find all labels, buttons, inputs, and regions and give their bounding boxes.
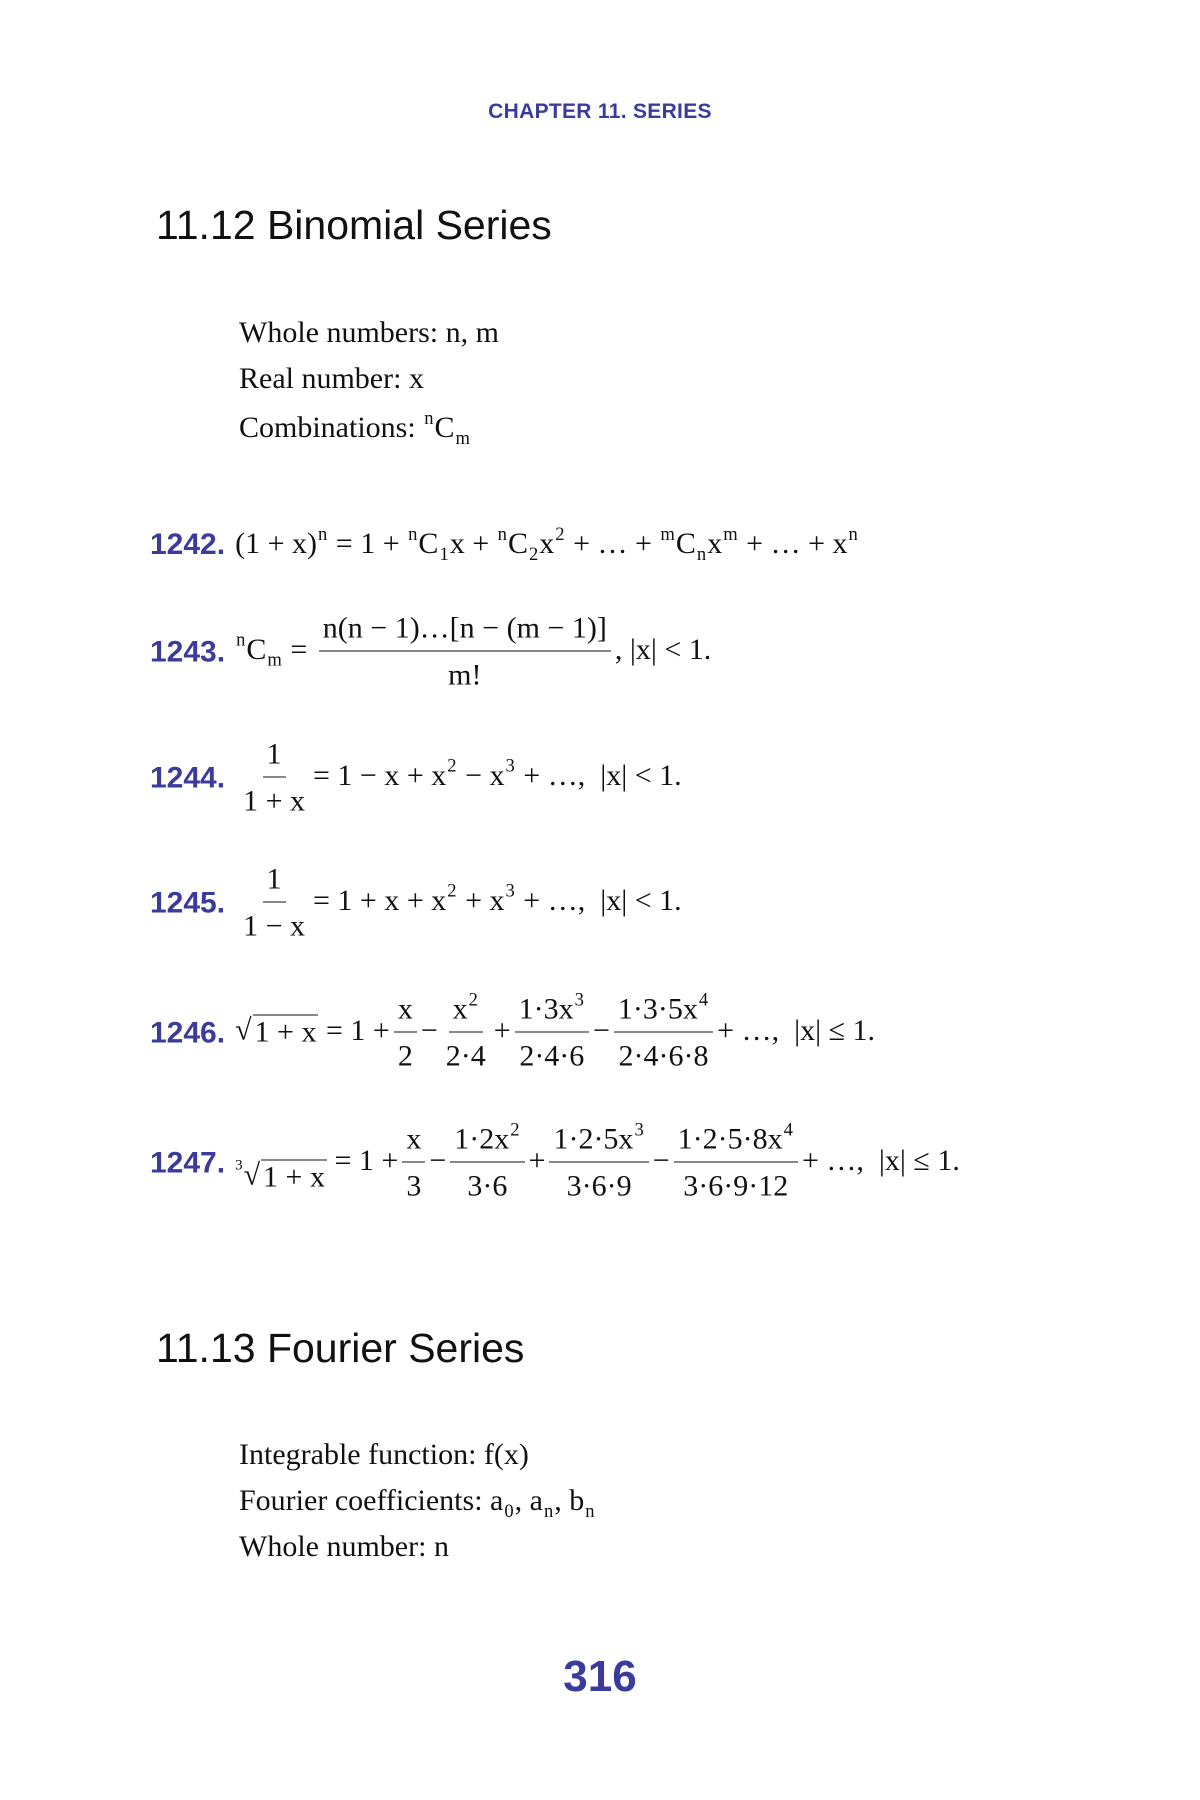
cube-root: [235, 1159, 327, 1193]
definition-line: [239, 318, 499, 364]
root-index: 3: [235, 1157, 243, 1174]
math-text: = 1 − x + x: [313, 758, 447, 792]
math-text: n(n − 1)…[n − (m − 1)]: [322, 611, 607, 645]
numerator: [402, 1121, 425, 1162]
formula-body: [235, 611, 711, 694]
math-text: C: [246, 632, 267, 666]
formula-body: [235, 737, 682, 820]
denominator: [402, 1162, 425, 1204]
math-text: +: [493, 1013, 511, 1047]
fraction: [239, 737, 309, 820]
radicand: 1 + x: [263, 1160, 325, 1194]
math-text: Real number: x: [239, 362, 424, 395]
denominator: [239, 903, 309, 945]
math-text: + …, |x| < 1.: [515, 883, 682, 917]
math-text: C: [434, 411, 455, 445]
definition-line: [239, 1440, 596, 1486]
subscript: 2: [528, 543, 539, 565]
subscript: m: [455, 427, 470, 449]
fraction: [319, 611, 611, 694]
formula-number: 1247.: [150, 1145, 226, 1179]
math-text: −: [420, 1013, 438, 1047]
definition-line: [239, 1486, 596, 1532]
numerator: [449, 991, 483, 1032]
math-text: , b: [554, 1484, 585, 1517]
fraction: [614, 991, 713, 1074]
definition-line: [239, 364, 499, 410]
math-text: 1·3x: [518, 992, 574, 1026]
fraction: [549, 1121, 648, 1204]
math-text: 3: [406, 1169, 422, 1203]
denominator: [563, 1163, 636, 1205]
binomial-definitions: [239, 318, 499, 456]
superscript: 3: [634, 1119, 644, 1141]
math-text: Combinations:: [239, 411, 424, 445]
formula-body: [235, 523, 859, 565]
superscript: 4: [698, 989, 709, 1011]
math-text: , a: [514, 1484, 543, 1517]
denominator: [444, 652, 485, 694]
definition-line: [239, 1532, 596, 1578]
math-text: 1·2·5x: [553, 1122, 634, 1156]
math-text: Whole numbers: n, m: [239, 316, 499, 349]
numerator: [263, 737, 286, 778]
fraction: [674, 1121, 798, 1204]
numerator: [549, 1121, 648, 1162]
radical-sign-icon: √: [235, 1013, 252, 1047]
subscript: n: [696, 543, 707, 565]
page-number: 316: [563, 1652, 637, 1701]
superscript: n: [236, 629, 246, 651]
math-text: − x: [457, 758, 505, 792]
radicand: 1 + x: [254, 1015, 317, 1049]
superscript: n: [424, 408, 434, 429]
formula-1247: [150, 1121, 960, 1204]
math-text: + …, |x| ≤ 1.: [801, 1143, 960, 1177]
superscript: n: [497, 523, 507, 545]
fraction: [402, 1121, 425, 1204]
subscript: 0: [504, 1500, 514, 1522]
superscript: n: [408, 523, 418, 545]
formula-number: 1243.: [150, 635, 226, 668]
math-text: x: [397, 992, 413, 1026]
math-text: 3·6·9: [566, 1169, 632, 1203]
superscript: 2: [447, 880, 457, 902]
radical-sign-icon: √: [243, 1158, 261, 1192]
formula-number: 1242.: [150, 527, 226, 561]
superscript: 4: [783, 1119, 793, 1141]
subscript: n: [543, 1500, 554, 1522]
math-text: + …, |x| ≤ 1.: [717, 1013, 876, 1047]
math-text: + … +: [565, 526, 660, 560]
math-text: = 1 +: [328, 526, 408, 560]
subscript: 1: [439, 543, 449, 565]
square-root: [235, 1014, 318, 1048]
chapter-header: CHAPTER 11. SERIES: [488, 100, 712, 123]
subscript: n: [585, 1500, 595, 1522]
math-text: C: [418, 526, 439, 560]
numerator: [263, 862, 286, 903]
fraction: [450, 1121, 524, 1204]
math-text: −: [429, 1143, 447, 1177]
formula-body: [235, 862, 682, 945]
denominator: [463, 1163, 511, 1205]
denominator: [442, 1033, 490, 1075]
section-title-binomial: 11.12 Binomial Series: [156, 202, 552, 248]
fraction: [442, 991, 490, 1074]
math-text: 1: [266, 862, 282, 896]
math-text: (1 + x): [235, 526, 317, 560]
math-text: x: [707, 526, 723, 560]
superscript: 2: [555, 523, 565, 545]
fraction: [239, 862, 309, 945]
math-text: 3·6·9·12: [683, 1169, 789, 1203]
formula-body: [235, 991, 875, 1074]
math-text: Fourier coefficients: a: [239, 1484, 504, 1517]
math-text: = 1 +: [326, 1143, 399, 1177]
denominator: [515, 1033, 588, 1075]
math-text: 1 − x: [243, 909, 305, 943]
subscript: m: [267, 649, 282, 671]
numerator: [614, 991, 713, 1032]
math-text: = 1 + x + x: [313, 883, 447, 917]
math-text: + …, |x| < 1.: [515, 758, 682, 792]
math-text: +: [528, 1143, 546, 1177]
superscript: 2: [510, 1119, 520, 1141]
math-text: −: [652, 1143, 670, 1177]
fourier-definitions: [239, 1440, 596, 1578]
math-text: + … + x: [738, 526, 848, 560]
math-text: m!: [448, 658, 482, 692]
superscript: 2: [468, 989, 478, 1011]
math-text: 1·2·5·8x: [677, 1122, 783, 1156]
formula-1242: [150, 523, 859, 565]
math-text: Whole number: n: [239, 1530, 449, 1563]
math-text: 1·3·5x: [617, 992, 698, 1026]
superscript: 3: [574, 989, 584, 1011]
fraction: [515, 991, 589, 1074]
denominator: [239, 778, 309, 820]
superscript: n: [317, 523, 328, 545]
math-text: 1: [266, 737, 282, 771]
formula-1246: [150, 991, 875, 1074]
formula-number: 1245.: [150, 886, 226, 919]
numerator: [674, 1121, 798, 1162]
numerator: [319, 611, 611, 652]
math-text: 3·6: [467, 1169, 508, 1203]
formula-1244: [150, 737, 682, 820]
math-text: Integrable function: f(x): [239, 1438, 529, 1471]
denominator: [394, 1032, 417, 1074]
formula-1243: [150, 611, 711, 694]
denominator: [615, 1033, 713, 1075]
section-title-fourier: 11.13 Fourier Series: [156, 1325, 525, 1371]
denominator: [679, 1163, 792, 1205]
math-text: 2·4: [445, 1039, 486, 1073]
fraction: [394, 991, 417, 1074]
superscript: n: [848, 523, 858, 545]
math-text: + x: [457, 883, 505, 917]
formula-number: 1246.: [150, 1015, 226, 1049]
superscript: m: [660, 523, 675, 545]
math-text: x: [452, 992, 468, 1026]
math-text: x: [539, 526, 555, 560]
math-text: 1·2x: [454, 1122, 510, 1156]
formula-1245: [150, 862, 682, 945]
formula-body: [235, 1121, 960, 1204]
superscript: 3: [505, 880, 515, 902]
numerator: [394, 991, 417, 1032]
math-text: C: [675, 526, 696, 560]
math-text: 2·4·6·8: [618, 1039, 709, 1073]
math-text: −: [592, 1013, 610, 1047]
math-text: x: [406, 1122, 422, 1156]
math-text: 2: [397, 1039, 413, 1073]
superscript: m: [723, 523, 738, 545]
definition-line: [239, 410, 499, 456]
numerator: [515, 991, 589, 1032]
formula-number: 1244.: [150, 761, 226, 794]
math-text: , |x| < 1.: [614, 632, 712, 666]
superscript: 3: [505, 755, 515, 777]
numerator: [450, 1121, 524, 1162]
math-text: 2·4·6: [519, 1039, 585, 1073]
math-text: x +: [449, 526, 497, 560]
superscript: 2: [447, 755, 457, 777]
math-text: 1 + x: [243, 784, 305, 818]
math-text: = 1 +: [318, 1013, 390, 1047]
math-text: =: [282, 632, 315, 666]
math-text: C: [507, 526, 528, 560]
